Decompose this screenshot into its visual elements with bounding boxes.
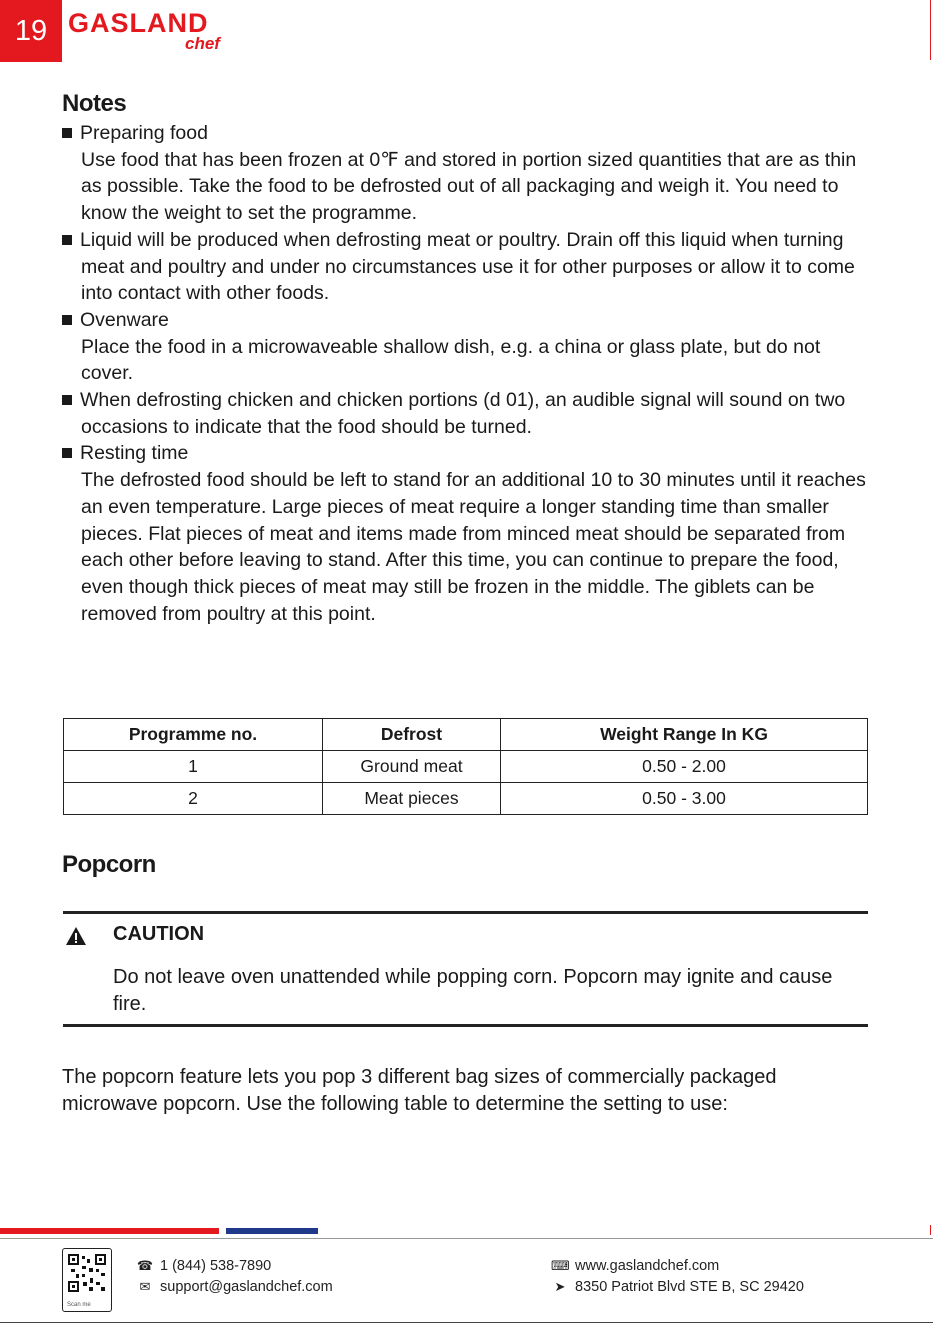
table-cell: 1: [64, 751, 323, 783]
web-icon: ⌨: [551, 1258, 570, 1273]
footer-divider: [0, 1238, 933, 1239]
note-body: Use food that has been frozen at 0℉ and stored in portion sized quantities that are as thin as possible. Take the food to be defrosted out of all packaging and weigh it. You need to know the weight to set the programme.: [81, 148, 857, 225]
column-header: Defrost: [323, 719, 501, 751]
table-row: [64, 783, 868, 815]
phone-number: 1 (844) 538-7890: [160, 1258, 272, 1274]
note-body: The defrosted food should be left to stand for an additional 10 to 30 minutes until it reaches an even temperature. Large pieces of meat require a longer standing time than smaller pieces. Flat pieces of meat and items made from minced meat should be separated from each other before leaving to stand. After this time, you can continue to prepare the food, even though thick pieces of meat may still be frozen in the middle. The giblets can be removed from poultry at this point.: [81, 469, 866, 625]
page-number: 19: [14, 14, 48, 47]
qr-label: Scan me: [67, 1302, 91, 1308]
email-contact: [136, 1279, 333, 1295]
footer-blue-stripe: [226, 1228, 318, 1234]
website-url: www.gaslandchef.com: [575, 1258, 720, 1274]
logo-wordmark: GASLAND: [68, 8, 209, 38]
warning-icon: [65, 926, 87, 951]
website-contact: [551, 1258, 719, 1274]
caution-title: CAUTION: [113, 923, 205, 945]
bullet-icon: [62, 448, 72, 458]
email-icon: ✉: [139, 1279, 151, 1294]
table-cell: Meat pieces: [323, 783, 501, 815]
gasland-logo: [68, 8, 220, 53]
street-address: 8350 Patriot Blvd STE B, SC 29420: [575, 1279, 804, 1295]
table-cell: Ground meat: [323, 751, 501, 783]
note-title: Ovenware: [80, 308, 169, 331]
email-address: support@gaslandchef.com: [160, 1279, 333, 1295]
note-title: Liquid will be produced when defrosting meat or poultry. Drain off this liquid when turning meat and poultry and under no circumstances use it for other purposes or allow it to come into contact with other foods.: [80, 228, 855, 305]
table-cell: 0.50 - 2.00: [501, 751, 868, 783]
footer-bottom-rule: [0, 1322, 933, 1323]
qr-code: [62, 1248, 112, 1312]
top-right-rule: [930, 0, 931, 60]
logo-subtitle: chef: [185, 34, 220, 53]
page-number-badge: [0, 0, 62, 62]
table-cell: 0.50 - 3.00: [501, 783, 868, 815]
note-item: [62, 440, 872, 627]
table-header-row: [64, 719, 868, 751]
bullet-icon: [62, 128, 72, 138]
note-item: [62, 387, 872, 440]
footer-red-tick: [930, 1225, 931, 1235]
phone-contact: [136, 1258, 271, 1274]
bullet-icon: [62, 395, 72, 405]
note-item: [62, 307, 872, 387]
note-title: When defrosting chicken and chicken portions (d 01), an audible signal will sound on two occasions to indicate that the food should be turned.: [80, 389, 846, 438]
note-title: Preparing food: [80, 122, 208, 144]
bullet-icon: [62, 315, 72, 325]
table-row: [64, 751, 868, 783]
bullet-icon: [62, 235, 72, 245]
popcorn-heading: Popcorn: [62, 851, 156, 878]
caution-box: [63, 911, 868, 1027]
address-contact: [551, 1279, 804, 1295]
note-body: Place the food in a microwaveable shallow dish, e.g. a china or glass plate, but do not cover.: [81, 335, 821, 385]
note-title: Resting time: [80, 442, 189, 465]
defrost-programme-table: [63, 718, 868, 815]
note-item: [62, 227, 872, 307]
popcorn-intro-paragraph: The popcorn feature lets you pop 3 different bag sizes of commercially packaged microwave popcorn. Use the following table to determine the setting to use:: [62, 1066, 777, 1115]
location-icon: ➤: [554, 1279, 566, 1294]
phone-icon: ☎: [136, 1258, 154, 1273]
column-header: Weight Range In KG: [501, 719, 868, 751]
footer-red-stripe: [0, 1228, 219, 1234]
note-item: [62, 120, 872, 227]
notes-heading: Notes: [62, 90, 127, 117]
table-cell: 2: [64, 783, 323, 815]
notes-list: [62, 120, 872, 627]
column-header: Programme no.: [64, 719, 323, 751]
caution-text: Do not leave oven unattended while popping corn. Popcorn may ignite and cause fire.: [113, 966, 833, 1015]
